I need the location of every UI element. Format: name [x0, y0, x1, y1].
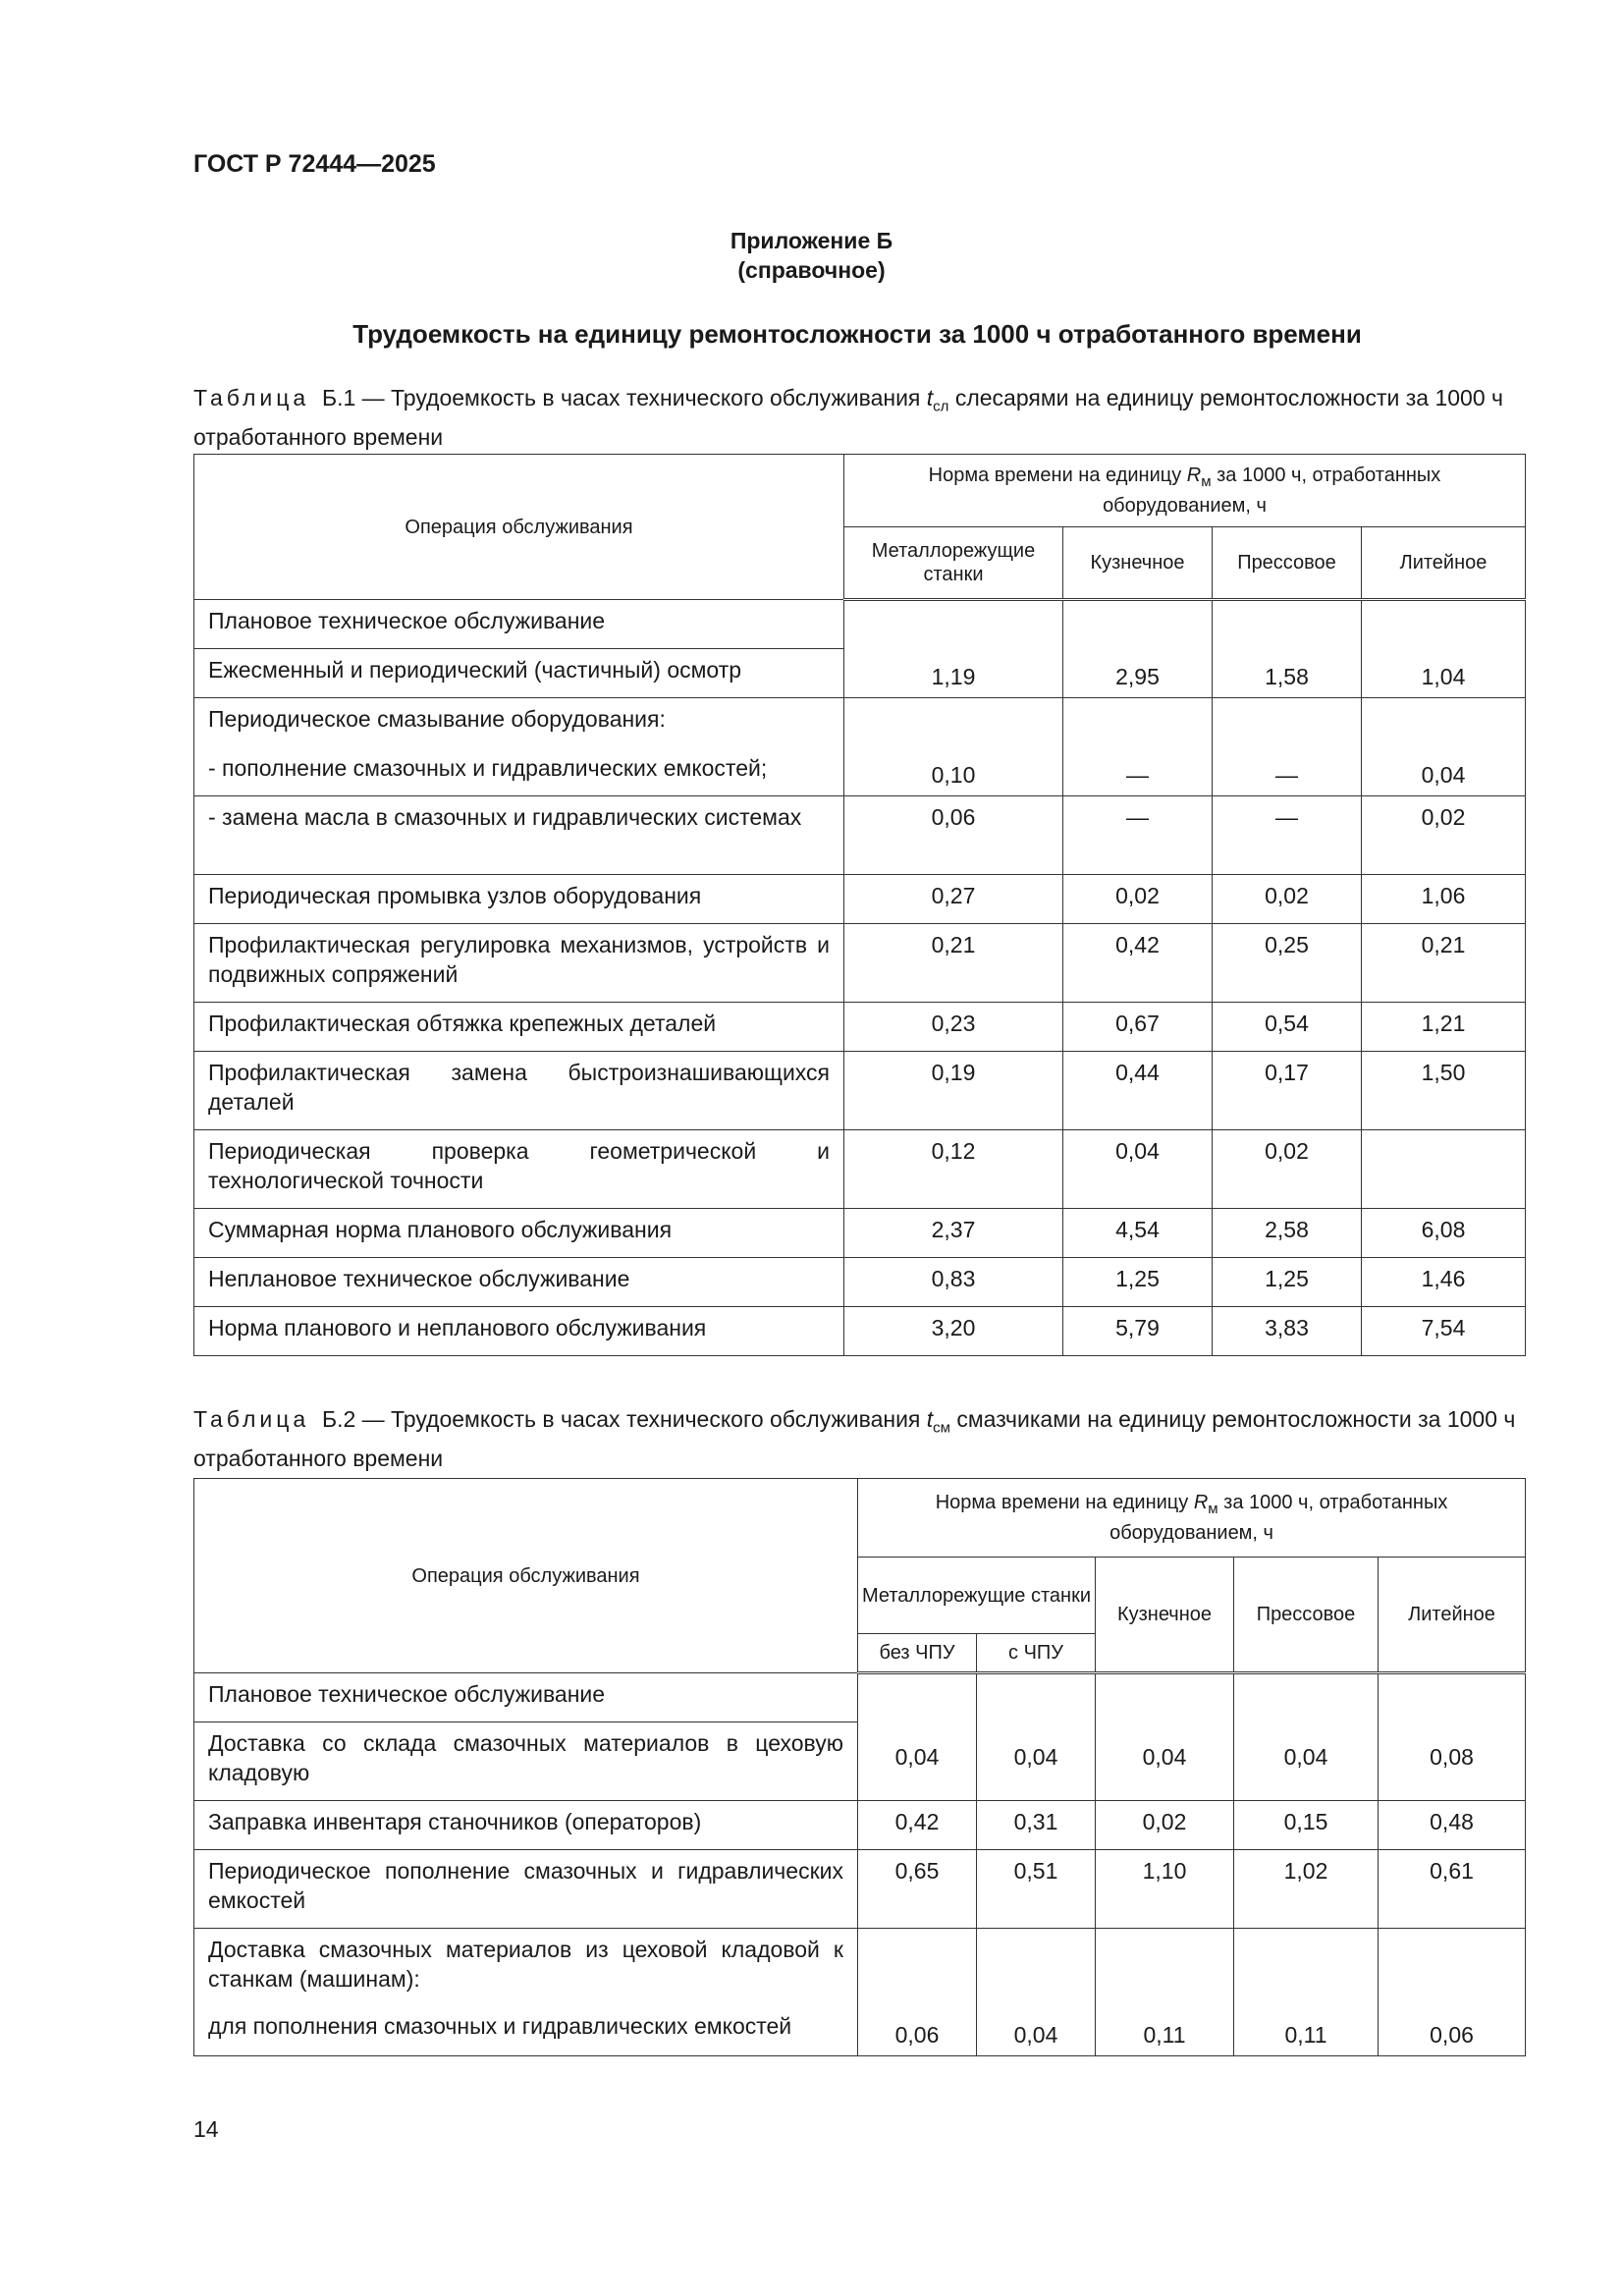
table2-col-cnc: с ЧПУ	[977, 1634, 1096, 1673]
table1-row-label: Неплановое техническое обслуживание	[194, 1258, 844, 1307]
table1-cell: 0,23	[844, 1003, 1063, 1052]
table1-cell: 0,10	[844, 698, 1063, 796]
table1-cell: 3,20	[844, 1307, 1063, 1356]
table1-cell: 0,06	[844, 796, 1063, 875]
table1-cell	[1362, 1130, 1526, 1209]
table1-cell: 0,42	[1063, 924, 1213, 1003]
table2-row-label-main: Доставка смазочных материалов из цеховой кладовой к станкам (машинам):	[208, 1937, 843, 1992]
table2-cell: 0,11	[1234, 1929, 1379, 2056]
table2-cell: 0,65	[858, 1850, 977, 1929]
table1-cell: 0,54	[1213, 1003, 1362, 1052]
table1-header-norm: Норма времени на единицу $R_м$ за 1000 ч, отработанных оборудованием, ч	[844, 455, 1526, 527]
table2-cell: 0,04	[1234, 1673, 1379, 1801]
table2-caption-pre: Б.2 — Трудоемкость в часах технического обслуживания	[321, 1406, 927, 1432]
appendix-title: Приложение Б	[730, 228, 893, 253]
table1-cell: 1,50	[1362, 1052, 1526, 1130]
table1-cell: 0,02	[1213, 875, 1362, 924]
table2-cell: 0,61	[1379, 1850, 1526, 1929]
table1-row-label: - пополнение смазочных и гидравлических емкостей;	[194, 747, 844, 796]
table2-header-norm: Норма времени на единицу $R_м$ за 1000 ч, отработанных оборудованием, ч	[858, 1479, 1526, 1558]
table1-group-planned: Плановое техническое обслуживание	[194, 600, 844, 649]
table1	[193, 454, 1526, 1356]
table2-caption-label: Таблица	[193, 1406, 310, 1432]
table1-caption	[193, 383, 1529, 452]
table1-cell: 0,21	[844, 924, 1063, 1003]
table1-cell: 0,25	[1213, 924, 1362, 1003]
table2-col-foundry: Литейное	[1379, 1558, 1526, 1673]
table1-cell: 3,83	[1213, 1307, 1362, 1356]
table1-cell: 7,54	[1362, 1307, 1526, 1356]
table1-caption-sub: сл	[933, 398, 949, 415]
table1-row-label: Профилактическая обтяжка крепежных деталей	[194, 1003, 844, 1052]
table2-cell: 0,04	[977, 1929, 1096, 2056]
table1-cell: 6,08	[1362, 1209, 1526, 1258]
table1-cell: 0,04	[1362, 698, 1526, 796]
table1-cell: 1,25	[1063, 1258, 1213, 1307]
table1-cell: 1,58	[1213, 600, 1362, 698]
table1-cell: 0,19	[844, 1052, 1063, 1130]
table1-cell: 0,27	[844, 875, 1063, 924]
table2-caption-var: t	[926, 1406, 934, 1432]
table1-cell: 0,67	[1063, 1003, 1213, 1052]
table2-caption-sub: см	[933, 1419, 950, 1437]
table2-cell: 0,42	[858, 1801, 977, 1850]
appendix-subtitle: (справочное)	[737, 257, 886, 283]
table1-caption-pre: Б.1 — Трудоемкость в часах технического обслуживания	[321, 385, 927, 410]
table2-col-no-cnc: без ЧПУ	[858, 1634, 977, 1673]
table1-row-label: Профилактическая регулировка механизмов, устройств и подвижных сопряжений	[194, 924, 844, 1003]
table2-cell: 0,04	[1096, 1673, 1234, 1801]
table2	[193, 1478, 1526, 2056]
page-number: 14	[193, 2116, 219, 2142]
table1-cell: 0,44	[1063, 1052, 1213, 1130]
table2-row-label: Периодическое пополнение смазочных и гидравлических емкостей	[194, 1850, 858, 1929]
table1-row-label: Ежесменный и периодический (частичный) осмотр	[194, 649, 844, 698]
table1-row-label: - замена масла в смазочных и гидравлических системах	[194, 796, 844, 875]
table1-col-metal: Металлорежущие станки	[844, 527, 1063, 600]
table1-cell: 0,02	[1213, 1130, 1362, 1209]
table1-cell: 4,54	[1063, 1209, 1213, 1258]
table2-cell: 0,02	[1096, 1801, 1234, 1850]
table1-cell: 1,25	[1213, 1258, 1362, 1307]
table1-row-label: Периодическая проверка геометрической и технологической точности	[194, 1130, 844, 1209]
table2-header-operation: Операция обслуживания	[194, 1479, 858, 1673]
table1-caption-label: Таблица	[193, 385, 310, 410]
table2-col-forge: Кузнечное	[1096, 1558, 1234, 1673]
table2-cell: 1,10	[1096, 1850, 1234, 1929]
table2-cell: 0,06	[858, 1929, 977, 2056]
table2-row-label-sub: для пополнения смазочных и гидравлических емкостей	[208, 2013, 792, 2039]
table1-row-label: Суммарная норма планового обслуживания	[194, 1209, 844, 1258]
table2-row-label: Доставка со склада смазочных материалов в цеховую кладовую	[194, 1722, 858, 1801]
table1-cell: —	[1063, 698, 1213, 796]
table1-cell: 0,17	[1213, 1052, 1362, 1130]
table2-cell: 0,04	[858, 1673, 977, 1801]
table1-row-label: Периодическое смазывание оборудования:	[194, 698, 844, 747]
table1-cell: 0,12	[844, 1130, 1063, 1209]
table2-row-label	[194, 1929, 858, 2056]
table1-cell: 0,02	[1063, 875, 1213, 924]
table2-cell: 0,15	[1234, 1801, 1379, 1850]
table1-cell: 1,46	[1362, 1258, 1526, 1307]
table2-caption-post: смазчиками на единицу ремонтосложности за 1000 ч отработанного времени	[193, 1406, 1516, 1471]
table1-cell: 2,37	[844, 1209, 1063, 1258]
table2-cell: 0,06	[1379, 1929, 1526, 2056]
table1-cell: —	[1213, 796, 1362, 875]
table1-cell: 5,79	[1063, 1307, 1213, 1356]
table1-cell: 0,21	[1362, 924, 1526, 1003]
table1-cell: —	[1063, 796, 1213, 875]
table2-col-metal: Металлорежущие станки	[858, 1558, 1096, 1634]
section-title: Трудоемкость на единицу ремонтосложности за 1000 ч отработанного времени	[352, 319, 1362, 349]
table2-cell: 0,08	[1379, 1673, 1526, 1801]
table1-row-label: Профилактическая замена быстроизнашивающихся деталей	[194, 1052, 844, 1130]
table2-cell: 0,31	[977, 1801, 1096, 1850]
table1-col-press: Прессовое	[1213, 527, 1362, 600]
table2-cell: 0,11	[1096, 1929, 1234, 2056]
table1-col-forge: Кузнечное	[1063, 527, 1213, 600]
table2-cell: 1,02	[1234, 1850, 1379, 1929]
table1-col-foundry: Литейное	[1362, 527, 1526, 600]
table1-header-operation: Операция обслуживания	[194, 455, 844, 600]
table1-cell: 1,19	[844, 600, 1063, 698]
table2-cell: 0,04	[977, 1673, 1096, 1801]
table1-cell: 1,21	[1362, 1003, 1526, 1052]
table1-cell: 2,58	[1213, 1209, 1362, 1258]
document-id: ГОСТ Р 72444—2025	[193, 150, 436, 178]
table1-cell: 2,95	[1063, 600, 1213, 698]
table1-row-label: Норма планового и непланового обслуживания	[194, 1307, 844, 1356]
table1-caption-post: слесарями на единицу ремонтосложности за 1000 ч отработанного времени	[193, 385, 1504, 450]
table2-row-label: Заправка инвентаря станочников (операторов)	[194, 1801, 858, 1850]
table2-cell: 0,48	[1379, 1801, 1526, 1850]
table2-col-press: Прессовое	[1234, 1558, 1379, 1673]
table1-cell: —	[1213, 698, 1362, 796]
table1-cell: 0,04	[1063, 1130, 1213, 1209]
table1-cell: 1,06	[1362, 875, 1526, 924]
table1-row-label: Периодическая промывка узлов оборудования	[194, 875, 844, 924]
table1-cell: 1,04	[1362, 600, 1526, 698]
table1-cell: 0,83	[844, 1258, 1063, 1307]
table1-cell: 0,02	[1362, 796, 1526, 875]
table2-caption	[193, 1404, 1529, 1473]
table2-cell: 0,51	[977, 1850, 1096, 1929]
table1-caption-var: t	[926, 385, 934, 410]
table2-group-planned: Плановое техническое обслуживание	[194, 1673, 858, 1722]
